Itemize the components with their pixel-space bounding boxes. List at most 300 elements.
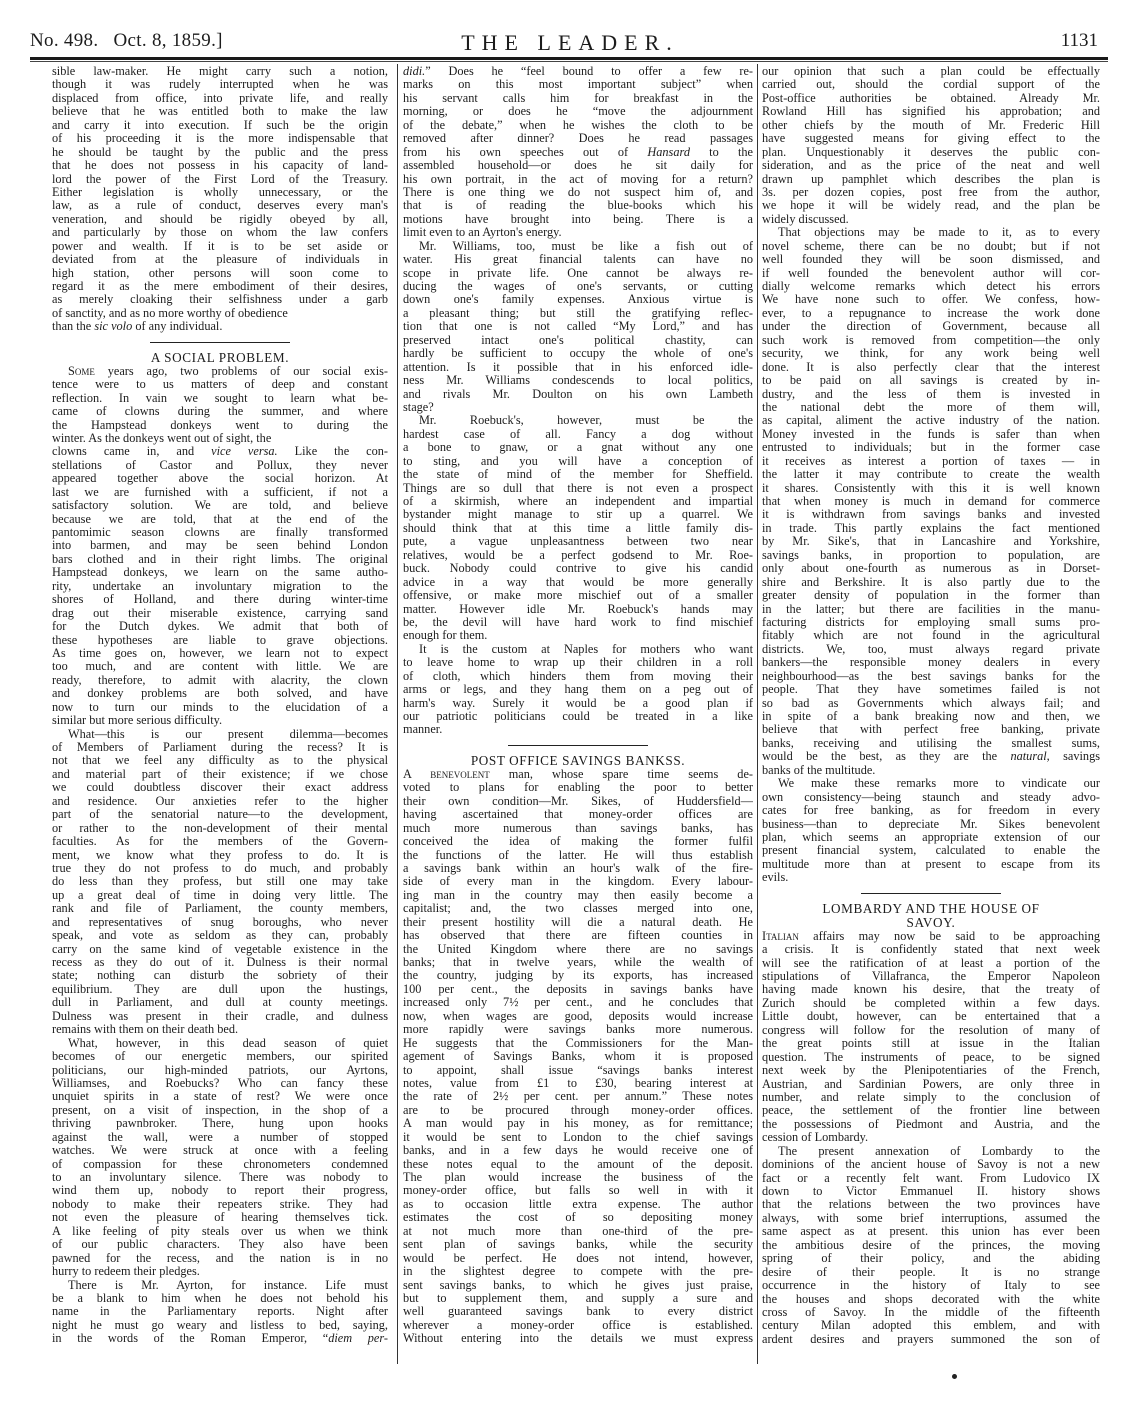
text-line: What—this is our present dilemma—becomes <box>68 727 388 741</box>
text-line: A benevolent man, whose spare time seems de- <box>403 767 753 781</box>
text-line: cates for free banking, as for freedom in every <box>762 804 1100 818</box>
text-line: more rapidly were savings banks more numerous. <box>403 1023 753 1037</box>
text-line: the national debt the more of them will, <box>762 400 1100 414</box>
paragraph-williams <box>403 240 753 415</box>
text-line: question. The instruments of peace, to be signed <box>762 1050 1100 1064</box>
text-line: up a great deal of time in doing very little. The <box>52 888 388 902</box>
text-line: Little doubt, however, can be entertained that a <box>762 1010 1100 1024</box>
text-line: The plan would increase the business of the <box>403 1171 753 1184</box>
text-line: nobody to make their repeaters strike. They had <box>52 1197 388 1211</box>
paragraph-roebuck <box>403 414 753 642</box>
text-line: would be the best, as they are the natural, savings <box>762 750 1100 764</box>
text-line: and residence. Our anxieties refer to the higher <box>52 794 388 808</box>
text-line: There is one thing we do not suspect him of, and <box>403 185 753 199</box>
text-line: sideration, and as the price of the neat and well <box>762 159 1100 173</box>
article-heading-lombardy: LOMBARDY AND THE HOUSE OF <box>822 900 1040 916</box>
text-line: politicians, our high-minded patriots, our Ayrtons, <box>52 1063 388 1077</box>
text-line: Williamses, and Roebucks? Who can fancy these <box>52 1076 388 1090</box>
text-line: business—than to depreciate Mr. Sikes benevolent <box>762 817 1100 831</box>
text-line: always, with some brief interruptions, assumed the <box>762 1211 1100 1225</box>
text-line: widely discussed. <box>762 212 849 226</box>
text-line: rank and file of Parliament, the county members, <box>52 902 388 916</box>
text-line: too much, and are content with little. We are <box>52 660 388 674</box>
text-line: to appoint, shall issue “savings banks interest <box>403 1063 753 1077</box>
text-line: the Hampstead donkeys went to during the <box>52 418 388 432</box>
text-line: conceived the idea of making the former fulfil <box>403 835 753 849</box>
text-line: in the slightest degree to compete with the pre- <box>403 1265 753 1279</box>
text-line: only about one-fourth as numerous as in Dorset- <box>762 562 1100 576</box>
text-line: has observed that there are fifteen counties in <box>403 929 753 943</box>
text-line: to leave home to wrap up their children in a roll <box>403 656 753 670</box>
column-divider-2 <box>757 64 758 1364</box>
text-line: and carry it into execution. If such be the origin <box>52 118 388 132</box>
text-line: people. That they have sometimes failed is not <box>762 683 1100 697</box>
text-line: shores of Holland, and there during winter-time <box>52 593 388 607</box>
text-line: of his proceeding it is the more indispensable that <box>52 132 388 146</box>
text-line: the great points still at issue in the Italian <box>762 1037 1100 1051</box>
text-line: not even the pleasure of hearing themselves tick. <box>52 1211 388 1225</box>
text-line: to be paid on all savings is created by in- <box>762 374 1100 388</box>
text-line: veneration, and should be rigidly obeyed by all, <box>52 212 388 226</box>
text-line: their present hostility will die a natural death. He <box>403 915 753 929</box>
text-line: under the direction of Government, because all <box>762 320 1100 334</box>
text-line: stipulations of Villafranca, the Emperor Napoleon <box>762 970 1100 983</box>
text-line: arms or legs, and they hang them on a peg out of <box>403 683 753 697</box>
text-line: having ascertained that money-order offices are <box>403 808 753 822</box>
text-line: a pleasant thing; but still the gratifying reflec- <box>403 306 753 320</box>
text-line: of cloth, which hinders them from moving their <box>403 669 753 683</box>
text-line: are to be procured through money-order offices. <box>403 1103 753 1117</box>
text-line: water. His great financial talents can have no <box>403 253 753 267</box>
text-line: carry on the same kind of vegetable existence in the <box>52 942 388 956</box>
text-line: lord the power of the First Lord of the Treasury. <box>52 172 388 186</box>
text-line: not that we feel any difficulty as to the physical <box>52 754 388 768</box>
text-line: and particularly by those on whom the law confers <box>52 226 388 240</box>
text-line: reflection. In vain we sought to learn what be- <box>52 391 388 405</box>
text-line: sent savings banks, to which he gives just praise, <box>403 1278 753 1292</box>
text-line: fact or a recently felt want. From Ludovico IX <box>762 1171 1100 1185</box>
text-line: Rowland Hill has signified his approbation; and <box>762 105 1100 119</box>
paragraph-lines <box>52 378 388 445</box>
text-line: watches. We were struck at once with a feeling <box>52 1144 388 1158</box>
section-separator <box>861 893 1001 894</box>
paragraph-objections <box>762 226 1100 750</box>
text-line: scope in private life. One cannot be always re- <box>403 266 753 280</box>
text-line: 100 per cent., the deposits in savings banks have <box>403 982 753 996</box>
column-divider-1 <box>397 64 398 1364</box>
text-line: cross of Savoy. In the middle of the fifteenth <box>762 1305 1100 1319</box>
text-line: the houses and shops decorated with the white <box>762 1292 1100 1306</box>
text-line: as merely cloaking their selfishness under a garb <box>52 293 388 307</box>
text-line: as to occasion little extra expense. The author <box>403 1197 753 1211</box>
text-line: a savings bank within an hour's walk of the fire- <box>403 861 753 875</box>
text-line: the possessions of Piedmont and Austria, and the <box>762 1117 1100 1131</box>
text-line: fitably which are not found in the agricultural <box>762 629 1100 643</box>
text-line: Money invested in the funds is safer than when <box>762 427 1100 441</box>
text-line: remains with them on their death bed. <box>52 1023 239 1037</box>
text-line: it receives as interest a portion of taxes — in <box>762 454 1100 468</box>
text-line: we could doubtless discover their exact address <box>52 781 388 795</box>
text-line: the functions of the latter. He will thus establish <box>403 848 753 862</box>
text-line: to sting, and you will have a conception of <box>403 454 753 468</box>
text-line: down to Victor Emmanuel II. history shows <box>762 1185 1100 1198</box>
text-line: and material part of their existence; if we chose <box>52 767 388 781</box>
article-heading-post-office-savings-banks: POST OFFICE SAVINGS BANKSS. <box>470 752 686 768</box>
text-line: their own condition—Mr. Sikes, of Huddersfield— <box>403 794 753 808</box>
text-line: speak, and vote as seldom as they can, probably <box>52 929 388 943</box>
text-line: winter. As the donkeys went out of sight, the <box>52 431 272 445</box>
text-line: relatives, would be a perfect godsend to Mr. Roe- <box>403 548 753 562</box>
text-line: believe that he was entitled both to make the law <box>52 105 388 119</box>
text-line: Italian affairs may now be said to be approaching <box>762 929 1100 943</box>
text-line: dull in Parliament, and dull at county meetings. <box>52 996 388 1010</box>
text-line: desire of their people. It is no strange <box>762 1265 1100 1279</box>
article-continued-text <box>52 65 388 320</box>
text-line: pawned for the recess, and the nation is in no <box>52 1251 388 1265</box>
text-line: of Members of Parliament during the recess? It is <box>52 741 388 754</box>
text-line: ness Mr. Williams condescends to local politics, <box>403 374 753 388</box>
text-line: but to supplement them, and supply a sure and <box>403 1291 753 1305</box>
text-line: though it was rudely interrupted when he was <box>52 78 388 92</box>
text-line: deviated from at the pleasure of individuals in <box>52 253 388 267</box>
paragraph-naples <box>403 643 753 737</box>
paragraph-lines <box>762 65 1100 226</box>
text-line: other chiefs by the mouth of Mr. Frederic Hill <box>762 118 1100 132</box>
text-line: our patriotic politicians could be treated in a like <box>403 710 753 723</box>
text-line: power and wealth. If it is to be set aside or <box>52 239 388 253</box>
text-line: we hope it will be widely read, and the plan be <box>762 199 1100 213</box>
text-line: attention. Is it possible that in his enforced idle- <box>403 360 753 374</box>
text-line: Without entering into the details we must express <box>403 1332 753 1346</box>
text-line: should think that at this time a little family dis- <box>403 521 753 535</box>
paragraph-annexation <box>762 1145 1100 1347</box>
text-line: the country, judging by its exports, has increased <box>403 969 753 983</box>
paragraph-energetic-members <box>52 1037 388 1279</box>
text-line: estimates the cost of so depositing money <box>403 1211 753 1225</box>
text-line: last we are furnished with a sufficient, if not a <box>52 485 388 499</box>
text-line: recess as they do out of it. Dulness is their normal <box>52 956 388 969</box>
text-line: notes, value from £1 to £30, bearing interest at <box>403 1076 753 1090</box>
text-line: of our public characters. They also have been <box>52 1238 388 1252</box>
text-line: Some years ago, two problems of our social exis- <box>68 364 388 378</box>
page-number: 1131 <box>1060 30 1098 51</box>
paragraph-lines <box>52 459 388 728</box>
text-line: faculties. As for the members of the Govern- <box>52 835 388 849</box>
text-line: done. It is also perfectly clear that the interest <box>762 360 1100 374</box>
text-line: high station, other persons will soon come to <box>52 266 388 280</box>
text-line: offensive, or make more mischief out of a smaller <box>403 589 753 603</box>
text-line: Austrian, and Sardinian Powers, are only three in <box>762 1077 1100 1091</box>
text-line: so bad as Governments which always fail; and <box>762 696 1100 710</box>
text-line: facturing districts for employing small sums pro- <box>762 615 1100 629</box>
text-line: number, and relate simply to the conclusion of <box>762 1090 1100 1104</box>
text-line: security, we think, for any work being well <box>762 347 1100 361</box>
text-line: tion that one is not called “My Lord,” and has <box>403 320 753 334</box>
text-line: The present annexation of Lombardy to the <box>778 1144 1100 1158</box>
text-line: of compassion for these chronometers condemned <box>52 1157 388 1171</box>
text-line: and rivals Mr. Doulton on his own Lambeth <box>403 387 753 401</box>
text-line: ducing the wages of one's servants, or cutting <box>403 280 753 293</box>
text-line: A man would pay in his money, as for remittance; <box>403 1117 753 1131</box>
text-line: Post-office authorities be obtained. Already Mr. <box>762 91 1100 105</box>
text-line: buck. Nobody could contrive to give his candid <box>403 562 753 576</box>
text-line: cession of Lombardy. <box>762 1131 869 1145</box>
text-line: that when money is much in demand for commerce <box>762 495 1100 508</box>
text-line: hardly be sufficient to occupy the whole of one's <box>403 347 753 361</box>
text-line: multitude more than at present to escape from its <box>762 857 1100 871</box>
text-line: these hypotheses are liable to grave objections. <box>52 633 388 647</box>
text-line: state; nothing can disturb the sobriety of their <box>52 969 388 983</box>
text-line: law, as a rule of conduct, deserves every man's <box>52 199 388 213</box>
text-line: in the words of the Roman Emperor, “diem per- <box>52 1332 388 1346</box>
text-line: down one's family expenses. Anxious virtue is <box>403 293 753 307</box>
text-line: came of clowns during the summer, and where <box>52 405 388 419</box>
text-line: As time goes on, however, we learn not to expect <box>52 646 388 660</box>
text-line: well founded they will be soon dismissed, and <box>762 253 1100 267</box>
article-heading-lombardy-line-2: SAVOY. <box>906 914 956 930</box>
text-line: thriving pawnbroker. There, hung upon hooks <box>52 1117 388 1131</box>
text-line: novel scheme, there can be no doubt; but if not <box>762 239 1100 253</box>
text-line: banks, and in a few days he would receive one of <box>403 1144 753 1158</box>
text-line: peace, the settlement of the frontier line between <box>762 1104 1100 1118</box>
text-line: entrusted to individuals; but in the former case <box>762 441 1100 455</box>
text-line: as capital, aliment the active industry of the nation. <box>762 414 1100 428</box>
section-separator <box>508 745 648 746</box>
text-line: matter. However idle Mr. Roebuck's hands may <box>403 602 753 616</box>
section-separator <box>150 342 290 343</box>
text-line: It is the custom at Naples for mothers who want <box>419 642 753 656</box>
text-line: and representatives of snug boroughs, who never <box>52 915 388 929</box>
text-line: by Mr. Sike's, that in Lancashire and Yorkshire, <box>762 535 1100 549</box>
text-line: now to turn our minds to the elucidation of a <box>52 700 388 714</box>
paragraph-lines <box>403 781 753 1345</box>
text-line: into barmen, and may be seen behind London <box>52 539 388 553</box>
text-line: Zurich should be completed within a few days. <box>762 996 1100 1010</box>
article-heading-social-problem: A SOCIAL PROBLEM. <box>150 349 290 365</box>
text-line: do less than they profess, but still one may take <box>52 875 388 889</box>
text-line: a crisis. It is confidently stated that next week <box>762 943 1100 957</box>
text-line: night he must go weary and listless to bed, saying, <box>52 1318 388 1332</box>
text-line: marks on this most important subject” when <box>403 78 753 92</box>
text-line: ready, therefore, to admit with alacrity, the clown <box>52 673 388 687</box>
text-line: voted to plans for enabling the poor to better <box>403 781 753 795</box>
text-line: the state of mind of the member for Sheffield. <box>403 468 753 482</box>
text-line: drag out their miserable existence, carrying sand <box>52 606 388 620</box>
column-1 <box>52 65 388 1346</box>
text-line: his own portrait, in the act of moving for a return? <box>403 172 753 186</box>
text-line: that the relations between the two provinces have <box>762 1198 1100 1212</box>
text-line: regard it as the mere embodiment of their desires, <box>52 280 388 293</box>
text-line: morning, or does he “move the adjournment <box>403 105 753 119</box>
text-line: savings banks, in proportion to population, are <box>762 548 1100 562</box>
text-line: similar but more serious difficulty. <box>52 714 223 728</box>
text-line: Things are so dull that there is not even a prospect <box>403 481 753 495</box>
text-line: ing man in the country may then easily become a <box>403 888 753 902</box>
text-line: assembled household—or does he sit daily for <box>403 159 753 173</box>
text-line: Hampstead donkeys, we learn on the same autho- <box>52 566 388 580</box>
text-line: the rate of 2½ per cent. per annum.” These notes <box>403 1090 753 1104</box>
text-line: at not much more than one-third of the pre- <box>403 1224 753 1238</box>
text-line: that is of reading the blue-books which his <box>403 199 753 213</box>
text-line: We have none such to offer. We confess, how- <box>762 293 1100 307</box>
text-line: own consistency—being staunch and steady advo- <box>762 790 1100 804</box>
text-line: What, however, in this dead season of quiet <box>68 1036 388 1050</box>
text-line: will see the ratification of at least a portion of the <box>762 956 1100 970</box>
text-line: century Milan adopted this emblem, and with <box>762 1319 1100 1333</box>
text-line: didi.” Does he “feel bound to offer a few re- <box>403 65 753 78</box>
text-line: clowns came in, and vice versa. Like the con- <box>52 445 388 459</box>
text-line: in trade. This partly explains the fact mentioned <box>762 521 1100 535</box>
text-line: unquiet spirits in a state of rest? We were once <box>52 1090 388 1104</box>
text-line: Either legislation is wholly unnecessary, or the <box>52 185 388 199</box>
text-line: dially welcome remarks which detect his errors <box>762 280 1100 293</box>
text-line: it would be sent to London to the chief savings <box>403 1130 753 1144</box>
text-line: manner. <box>403 723 443 737</box>
text-line: name in the Parliamentary reports. Night after <box>52 1305 388 1319</box>
text-line: having made known his desire, that the treaty of <box>762 983 1100 997</box>
text-line: if well founded the benevolent author will cor- <box>762 266 1100 280</box>
text-line: be a blank to him when he does not behold his <box>52 1291 388 1305</box>
text-line: ardent desires and prayers summoned the son of <box>762 1332 1100 1346</box>
text-line: removed after dinner? Does he read passages <box>403 132 753 146</box>
text-line: A like feeling of pity steals over us when we think <box>52 1224 388 1238</box>
paragraph-lines <box>762 943 1100 1145</box>
text-line: money-order office, but falls so well in with it <box>403 1184 753 1198</box>
paragraph-members-of-parliament <box>52 728 388 1037</box>
text-line: shire and Berkshire. It is also partly due to the <box>762 575 1100 589</box>
text-line: 3s. per dozen copies, post free from the author, <box>762 185 1100 199</box>
text-line: stage? <box>403 400 434 414</box>
text-line: He suggests that the Commissioners for the Man- <box>403 1036 753 1050</box>
paragraph-lines <box>403 78 753 145</box>
text-line: ment, we know what they profess to do. It is <box>52 848 388 862</box>
text-line: bankers—the responsible money dealers in every <box>762 656 1100 670</box>
text-line: wind them up, nobody to report their progress, <box>52 1184 388 1198</box>
text-line: dominions of the ancient house of Savoy is not a new <box>762 1158 1100 1172</box>
text-line: next week by the Plenipotentiaries of the French, <box>762 1064 1100 1078</box>
text-line: or rather to the non-development of their mental <box>52 821 388 835</box>
text-line: side of every man in the kingdom. Every labour- <box>403 875 753 889</box>
text-line: motions have brought into being. There is a <box>403 212 753 226</box>
text-line: sent plan of savings banks, while the security <box>403 1238 753 1252</box>
paragraph-ayrton <box>52 1279 388 1333</box>
text-line: plan, which seems an appropriate extension of our <box>762 830 1100 844</box>
text-line: because we are told, that at the end of the <box>52 512 388 526</box>
text-line: to an involuntary silence. There was nobody to <box>52 1171 388 1184</box>
text-line: the United Kingdom where there are no savings <box>403 942 753 956</box>
text-line: it is withdrawn from savings banks and invested <box>762 508 1100 522</box>
ink-dot <box>952 1374 957 1379</box>
newspaper-title: THE LEADER. <box>461 30 679 55</box>
text-line: banks; that in twelve years, while the wealth of <box>403 956 753 969</box>
text-line: it shares. Consistently with this it is well known <box>762 481 1100 495</box>
text-line: for the Dutch dykes. We admit that both of <box>52 620 388 634</box>
masthead <box>30 30 1110 54</box>
text-line: banks, receiving and utilising the smallest sums, <box>762 736 1100 750</box>
text-line: of sanctity, and as no more worthy of obedience <box>52 306 288 320</box>
text-line: occurrence in the history of Italy to see <box>762 1279 1100 1293</box>
text-line: these notes equal to the amount of the deposit. <box>403 1157 753 1171</box>
text-line: dustry, and the less of them is invested in <box>762 387 1100 401</box>
text-line: greater density of population in the former than <box>762 589 1100 603</box>
text-line: our opinion that such a plan could be effectually <box>762 65 1100 78</box>
text-line: drawn up pamphlet which describes the plan is <box>762 172 1100 186</box>
text-line: would be perfect. He does not intend, however, <box>403 1251 753 1265</box>
text-line: hurry to redeem their pledges. <box>52 1265 200 1279</box>
text-line: carried out, should the cordial support of the <box>762 78 1100 92</box>
text-line: from his own speeches out of Hansard to the <box>403 145 753 159</box>
text-line: tence were to us matters of deep and constant <box>52 378 388 392</box>
text-line: spring of their policy, and the abiding <box>762 1252 1100 1266</box>
text-line: Mr. Williams, too, must be like a fish out of <box>419 239 753 253</box>
text-line: evils. <box>762 871 789 885</box>
paragraph-remarks <box>762 777 1100 885</box>
text-line: rity, undertake an involuntary migration to the <box>52 579 388 593</box>
issue-date: Oct. 8, 1859.] <box>113 30 223 51</box>
text-line: agement of Savings Banks, whom it is proposed <box>403 1050 753 1064</box>
issue-number: No. 498. <box>30 30 99 51</box>
column-3 <box>762 65 1100 1346</box>
text-line: Mr. Roebuck's, however, must be the <box>419 414 753 428</box>
text-line: in spite of a bank breaking now and then, we <box>762 710 1100 723</box>
text-line: There is Mr. Ayrton, for instance. Life must <box>68 1278 388 1292</box>
text-line: pantomimic season clowns are finally transformed <box>52 526 388 539</box>
text-line: in the latter; but there are facilities in the manu- <box>762 602 1100 616</box>
text-line: bars clothed and in their right limbs. The original <box>52 552 388 566</box>
text-line: capitalist; and, the two classes merged into one, <box>403 902 753 916</box>
text-line: believe that with perfect free banking, private <box>762 723 1100 737</box>
text-line: his servant calls him for breakfast in the <box>403 91 753 105</box>
text-line: than the sic volo of any individual. <box>52 320 223 334</box>
text-line: banks of the multitude. <box>762 763 876 777</box>
text-line: stellations of Castor and Pollux, they never <box>52 458 388 472</box>
text-line: that he does not possess in his capacity of land- <box>52 159 388 173</box>
text-line: displaced from office, into private life, and really <box>52 91 388 105</box>
text-line: have suggested means for giving effect to the <box>762 132 1100 146</box>
text-line: well guaranteed savings bank to every district <box>403 1305 753 1319</box>
text-line: limit even to an Ayrton's energy. <box>403 226 562 240</box>
text-line: sible law-maker. He might carry such a notion, <box>52 65 388 78</box>
text-line: equilibrium. They are dull upon the hustings, <box>52 982 388 996</box>
text-line: neighbourhood—as the best savings banks for the <box>762 669 1100 683</box>
text-line: present financial system, calculated to enable the <box>762 844 1100 858</box>
text-line: the ambitious desire of the princes, the moving <box>762 1238 1100 1252</box>
text-line: of a skirmish, where an independent and impartial <box>403 495 753 508</box>
text-line: That objections may be made to it, as to every <box>778 226 1100 240</box>
text-line: against the wall, were a number of stopped <box>52 1130 388 1144</box>
text-line: enough for them. <box>403 629 488 643</box>
masthead-rule-thin <box>30 61 1108 62</box>
text-line: a bone to gnaw, or a gnat without any one <box>403 441 753 455</box>
text-line: satisfactory solution. We are told, and believe <box>52 499 388 513</box>
text-line: now, when wages are good, deposits would increase <box>403 1009 753 1023</box>
text-line: increased only 7½ per cent., and he concludes that <box>403 996 753 1010</box>
text-line: part of the senatorial nature—to the development, <box>52 808 388 822</box>
text-line: be, the devil will have hard work to find mischief <box>403 615 753 629</box>
text-line: harm's way. Surely it would be a good plan if <box>403 696 753 710</box>
text-line: ever, to a repugnance to increase the work done <box>762 306 1100 320</box>
text-line: preserved intact one's political chastity, can <box>403 333 753 347</box>
text-line: plan. Unquestionably it deserves the public con- <box>762 145 1100 159</box>
text-line: We make these remarks more to vindicate our <box>778 777 1100 791</box>
text-line: and donkey problems are both solved, and have <box>52 687 388 701</box>
text-line: wherever a money-order office is established. <box>403 1318 753 1332</box>
text-line: becomes of our energetic members, our spirited <box>52 1050 388 1064</box>
text-line: appeared together above the social horizon. At <box>52 472 388 486</box>
text-line: present, on a visit of inspection, in the shop of a <box>52 1103 388 1117</box>
text-line: of the debate,” when he wishes the cloth to be <box>403 118 753 132</box>
text-line: the latter it may contribute to create the wealth <box>762 468 1100 482</box>
